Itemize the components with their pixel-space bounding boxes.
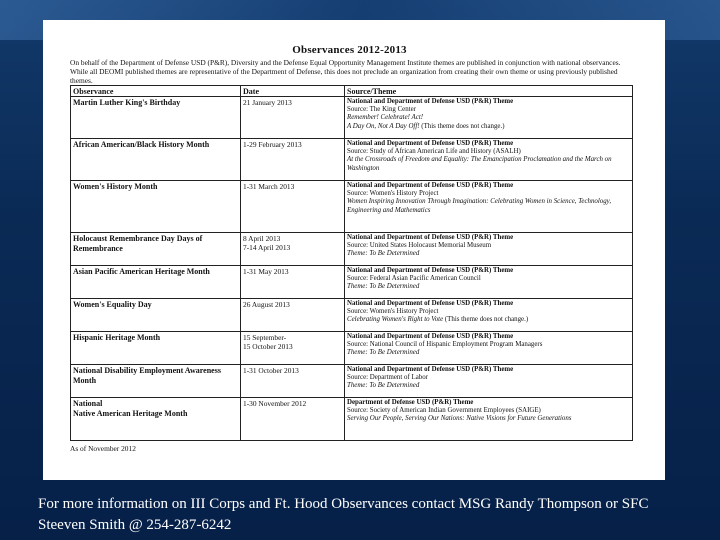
theme-text-2: A Day On, Not A Day Off! — [347, 122, 420, 130]
table-row — [71, 181, 633, 233]
theme-text: At the Crossroads of Freedom and Equality: The Emancipation Proclamation and the March on Washington — [347, 156, 612, 172]
source-theme-cell — [345, 266, 633, 299]
theme-text: Theme: To Be Determined — [347, 283, 420, 291]
theme-text: Theme: To Be Determined — [347, 250, 420, 258]
observance-cell: Women's History Month — [71, 181, 241, 233]
date-cell: 26 August 2013 — [241, 299, 345, 332]
observances-table — [70, 85, 633, 441]
table-row — [71, 299, 633, 332]
theme-source: Source: The King Center — [347, 106, 416, 114]
theme-heading: National and Department of Defense USD (P&R) Theme — [347, 300, 514, 307]
date-cell: 1-31 March 2013 — [241, 181, 345, 233]
observance-cell: Asian Pacific American Heritage Month — [71, 266, 241, 299]
observance-cell: National Disability Employment Awareness Month — [71, 365, 241, 398]
table-row — [71, 365, 633, 398]
observance-line: National — [73, 399, 103, 408]
table-row — [71, 97, 633, 139]
theme-note: (This theme does not change.) — [419, 122, 505, 130]
date-cell — [241, 332, 345, 365]
observance-cell: Holocaust Remembrance Day Days of Remembrance — [71, 233, 241, 266]
source-theme-cell — [345, 365, 633, 398]
date-line: 15 September- — [243, 333, 287, 342]
theme-source: Source: Federal Asian Pacific American Council — [347, 275, 481, 283]
theme-heading: National and Department of Defense USD (P&R) Theme — [347, 140, 514, 147]
table-row — [71, 332, 633, 365]
date-cell: 1-31 October 2013 — [241, 365, 345, 398]
table-row — [71, 139, 633, 181]
theme-text: Celebrating Women's Right to Vote — [347, 316, 444, 324]
theme-heading: National and Department of Defense USD (P&R) Theme — [347, 267, 514, 274]
source-theme-cell — [345, 398, 633, 441]
source-theme-cell — [345, 299, 633, 332]
date-line: 8 April 2013 — [243, 234, 281, 243]
theme-source: Source: Department of Labor — [347, 374, 428, 382]
observance-cell: Martin Luther King's Birthday — [71, 97, 241, 139]
date-cell — [241, 233, 345, 266]
date-line-2: 7-14 April 2013 — [243, 243, 291, 252]
theme-heading: National and Department of Defense USD (P&R) Theme — [347, 182, 514, 189]
table-row — [71, 233, 633, 266]
table-row — [71, 398, 633, 441]
source-theme-cell — [345, 97, 633, 139]
theme-source: Source: National Council of Hispanic Employment Program Managers — [347, 341, 543, 349]
observance-line-2: Native American Heritage Month — [73, 409, 188, 418]
source-theme-cell — [345, 233, 633, 266]
document-intro: On behalf of the Department of Defense USD (P&R), Diversity and the Defense Equal Opportunity Management Institute themes are published in conjunction with national observances. While all DEOMI published themes are representative of the Department of Defense, this does not preclude an organization from creating their own theme or using previously published themes. — [70, 58, 621, 85]
header-date: Date — [241, 86, 345, 97]
theme-note: (This theme does not change.) — [443, 316, 529, 324]
date-cell: 1-31 May 2013 — [241, 266, 345, 299]
theme-source: Source: Society of American Indian Government Employees (SAIGE) — [347, 407, 541, 415]
date-cell: 1-29 February 2013 — [241, 139, 345, 181]
source-theme-cell — [345, 181, 633, 233]
theme-heading: National and Department of Defense USD (P&R) Theme — [347, 98, 514, 105]
theme-text: Remember! Celebrate! Act! — [347, 114, 424, 122]
theme-text: Women Inspiring Innovation Through Imagination: Celebrating Women in Science, Technology, Engineering and Mathematics — [347, 198, 612, 214]
date-cell: 1-30 November 2012 — [241, 398, 345, 441]
table-header-row — [71, 86, 633, 97]
theme-text: Theme: To Be Determined — [347, 349, 420, 357]
theme-source: Source: Study of African American Life and History (ASALH) — [347, 148, 521, 156]
date-cell: 21 January 2013 — [241, 97, 345, 139]
source-theme-cell — [345, 139, 633, 181]
footer-contact-text: For more information on III Corps and Ft. Hood Observances contact MSG Randy Thompson or SFC Steeven Smith @ 254-287-6242 — [38, 496, 649, 533]
as-of-note: As of November 2012 — [70, 444, 136, 453]
date-line-2: 15 October 2013 — [243, 342, 293, 351]
theme-source: Source: Women's History Project — [347, 308, 439, 316]
theme-source: Source: United States Holocaust Memorial Museum — [347, 242, 492, 250]
document-title: Observances 2012-2013 — [292, 44, 407, 56]
observance-cell: Women's Equality Day — [71, 299, 241, 332]
theme-text: Theme: To Be Determined — [347, 382, 420, 390]
source-theme-cell — [345, 332, 633, 365]
header-observance: Observance — [71, 86, 241, 97]
theme-heading: National and Department of Defense USD (P&R) Theme — [347, 234, 514, 241]
theme-source: Source: Women's History Project — [347, 190, 439, 198]
header-source-theme: Source/Theme — [345, 86, 633, 97]
observance-cell — [71, 398, 241, 441]
observance-cell: African American/Black History Month — [71, 139, 241, 181]
document-image — [43, 20, 665, 480]
theme-heading: National and Department of Defense USD (P&R) Theme — [347, 366, 514, 373]
table-row — [71, 266, 633, 299]
theme-heading: National and Department of Defense USD (P&R) Theme — [347, 333, 514, 340]
observance-cell: Hispanic Heritage Month — [71, 332, 241, 365]
theme-heading: Department of Defense USD (P&R) Theme — [347, 399, 474, 406]
theme-text: Serving Our People, Serving Our Nations: Native Visions for Future Generations — [347, 415, 572, 423]
